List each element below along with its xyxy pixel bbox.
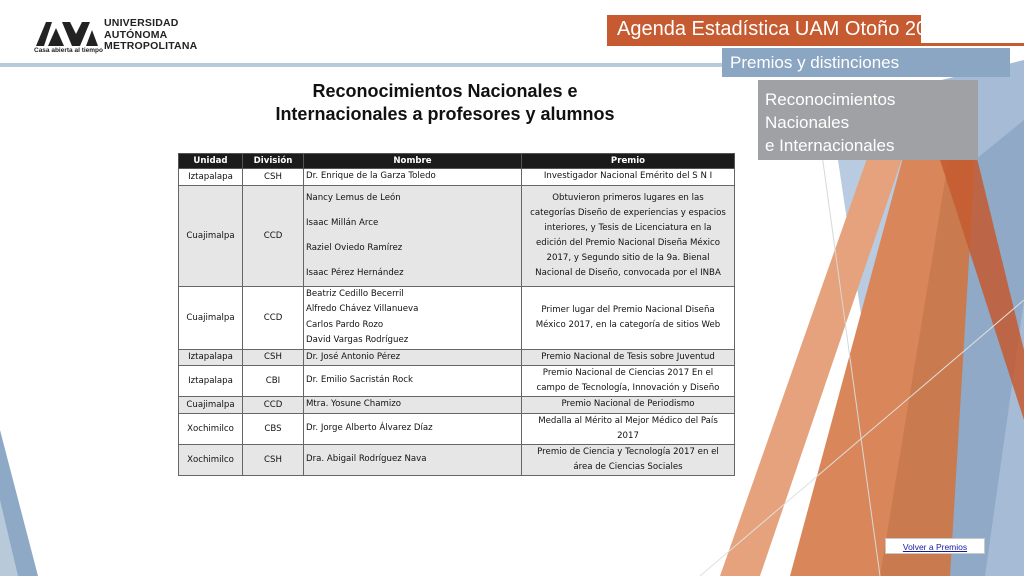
cell-unidad: Cuajimalpa	[179, 185, 243, 286]
logo-line-2: AUTÓNOMA	[104, 28, 168, 41]
table-row	[179, 366, 735, 397]
logo-line-3: METROPOLITANA	[104, 40, 198, 52]
uam-emblem-icon	[36, 20, 98, 46]
cell-nombre	[304, 169, 522, 186]
nombre-item: Isaac Millán Arce	[306, 217, 379, 228]
table-header-row	[179, 154, 735, 169]
premio-line: 2017	[617, 430, 639, 441]
cell-unidad: Xochimilco	[179, 444, 243, 475]
cell-nombre	[304, 444, 522, 475]
cell-division: CSH	[243, 349, 304, 366]
premio-line: interiores, y Tesis de Licenciatura en la	[544, 222, 712, 233]
cell-premio	[522, 349, 735, 366]
cell-nombre	[304, 286, 522, 349]
cell-division: CSH	[243, 444, 304, 475]
nombre-item: Raziel Oviedo Ramírez	[306, 242, 403, 253]
header-divider	[0, 63, 760, 67]
slide-title-line-1: Reconocimientos Nacionales e	[312, 81, 578, 101]
cell-unidad: Cuajimalpa	[179, 286, 243, 349]
slide-title	[240, 80, 650, 126]
premio-line: Medalla al Mérito al Mejor Médico del País	[538, 415, 718, 426]
cell-premio	[522, 413, 735, 444]
header-premio: Premio	[522, 154, 735, 169]
cell-division: CCD	[243, 286, 304, 349]
cell-premio	[522, 444, 735, 475]
nombre-item: Dr. José Antonio Pérez	[306, 351, 401, 362]
premio-line: edición del Premio Nacional Diseña México	[535, 237, 721, 248]
cell-nombre	[304, 366, 522, 397]
logo-line-1: UNIVERSIDAD	[104, 17, 179, 29]
cell-nombre	[304, 349, 522, 366]
premio-line: Premio Nacional de Periodismo	[561, 399, 695, 410]
premio-line: México 2017, en la categoría de sitios Web	[535, 319, 721, 330]
nombre-item: Dr. Jorge Alberto Álvarez Díaz	[306, 422, 433, 433]
subsection-line-2: e Internacionales	[765, 136, 895, 155]
premio-line: Primer lugar del Premio Nacional Diseña	[541, 304, 715, 315]
premio-line: Premio Nacional de Tesis sobre Juventud	[541, 351, 715, 362]
cell-unidad: Iztapalapa	[179, 169, 243, 186]
table-row	[179, 349, 735, 366]
cell-premio	[522, 286, 735, 349]
cell-premio	[522, 366, 735, 397]
cell-premio	[522, 169, 735, 186]
header-nombre: Nombre	[304, 154, 522, 169]
nombre-item: Dr. Enrique de la Garza Toledo	[306, 171, 436, 181]
agenda-title: Agenda Estadística UAM Otoño 2017	[607, 15, 921, 43]
cell-unidad: Cuajimalpa	[179, 397, 243, 414]
awards-table	[178, 153, 735, 476]
nombre-item: Nancy Lemus de León	[306, 192, 401, 203]
premio-line: Investigador Nacional Emérito del S N I	[543, 171, 713, 182]
nombre-item: Mtra. Yosune Chamizo	[306, 399, 402, 409]
nombre-item: Isaac Pérez Hernández	[306, 267, 404, 278]
cell-division: CBS	[243, 413, 304, 444]
agenda-divider	[607, 43, 1024, 46]
subsection-line-1: Reconocimientos Nacionales	[765, 90, 896, 132]
subsection-box	[758, 80, 978, 160]
cell-division: CSH	[243, 169, 304, 186]
slide-title-line-2: Internacionales a profesores y alumnos	[275, 104, 615, 124]
cell-division: CCD	[243, 185, 304, 286]
premio-line: campo de Tecnología, Innovación y Diseño	[536, 383, 720, 393]
premio-line: Premio de Ciencia y Tecnología 2017 en el	[537, 446, 719, 457]
cell-unidad: Iztapalapa	[179, 366, 243, 397]
premio-line: Premio Nacional de Ciencias 2017 En el	[542, 368, 714, 378]
cell-division: CCD	[243, 397, 304, 414]
nombre-item: Carlos Pardo Rozo	[306, 319, 384, 330]
back-to-premios-link[interactable]: Volver a Premios	[885, 538, 985, 554]
table-row	[179, 286, 735, 349]
logo-slogan: Casa abierta al tiempo	[34, 47, 103, 54]
cell-nombre	[304, 413, 522, 444]
nombre-item: David Vargas Rodríguez	[306, 335, 409, 345]
premio-line: Obtuvieron primeros lugares en las	[552, 192, 704, 203]
table-row	[179, 413, 735, 444]
premio-line: Nacional de Diseño, convocada por el INBA	[535, 267, 721, 278]
cell-nombre	[304, 397, 522, 414]
table-row	[179, 397, 735, 414]
premio-line: área de Ciencias Sociales	[573, 461, 683, 472]
nombre-item: Dr. Emilio Sacristán Rock	[306, 375, 413, 386]
uam-logo	[34, 17, 198, 58]
section-tab-premios: Premios y distinciones	[722, 48, 1010, 77]
cell-premio	[522, 185, 735, 286]
cell-unidad: Xochimilco	[179, 413, 243, 444]
cell-premio	[522, 397, 735, 414]
premio-line: categorías Diseño de experiencias y espacios	[530, 207, 726, 218]
cell-nombre	[304, 185, 522, 286]
table-row	[179, 169, 735, 186]
header-division: División	[243, 154, 304, 169]
premio-line: 2017, y Segundo sitio de la 9a. Bienal	[546, 252, 710, 263]
cell-division: CBI	[243, 366, 304, 397]
table-row	[179, 185, 735, 286]
nombre-item: Beatriz Cedillo Becerril	[306, 288, 404, 299]
header-unidad: Unidad	[179, 154, 243, 169]
nombre-item: Dra. Abigail Rodríguez Nava	[306, 453, 427, 464]
cell-unidad: Iztapalapa	[179, 349, 243, 366]
nombre-item: Alfredo Chávez Villanueva	[306, 304, 419, 314]
logo-wordmark	[104, 18, 197, 53]
table-row	[179, 444, 735, 475]
